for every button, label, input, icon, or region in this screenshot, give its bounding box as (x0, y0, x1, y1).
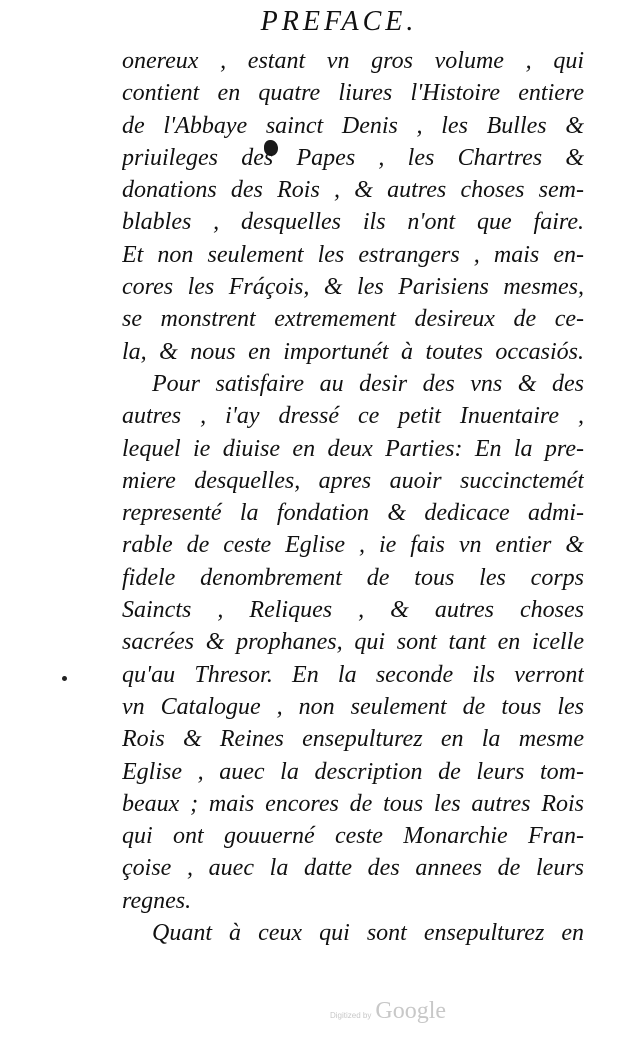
page-header: PREFACE. (260, 6, 418, 37)
text-line: Eglise , auec la description de leurs tom- (122, 758, 584, 785)
text-line: representé la fondation & dedicace admi- (122, 500, 584, 527)
text-line: se monstrent extremement desireux de ce- (122, 306, 584, 333)
google-logo: Google (375, 998, 447, 1024)
text-line: rable de ceste Eglise , ie fais vn entier & (122, 532, 584, 559)
text-line: çoise , auec la datte des annees de leurs (122, 855, 584, 882)
margin-dot (62, 676, 67, 681)
text-line: priuileges des Papes , les Chartres & (122, 144, 584, 171)
text-line: sacrées & prophanes, qui sont tant en icelle (122, 629, 584, 656)
text-line: autres , i'ay dressé ce petit Inuentaire , (122, 403, 584, 430)
text-line: qui ont gouuerné ceste Monarchie Fran- (122, 823, 584, 850)
text-line: donations des Rois , & autres choses sem- (122, 177, 584, 204)
google-watermark (330, 998, 446, 1025)
text-line: miere desquelles, apres auoir succinctemét (122, 467, 584, 494)
text-line: beaux ; mais encores de tous les autres Rois (122, 790, 584, 817)
text-line: lequel ie diuise en deux Parties: En la pre- (122, 435, 584, 462)
digitized-label: Digitized by (330, 1011, 372, 1020)
text-line: contient en quatre liures l'Histoire entiere (122, 80, 584, 107)
body-text (122, 45, 584, 949)
paragraph-start-line: Pour satisfaire au desir des vns & des (152, 370, 584, 397)
text-line: onereux , estant vn gros volume , qui (122, 48, 584, 74)
paragraph-end-line: regnes. (122, 887, 192, 914)
paragraph-start-line: Quant à ceux qui sont ensepulturez en (152, 920, 584, 947)
text-line: Et non seulement les estrangers , mais en- (122, 241, 584, 268)
text-line: la, & nous en importunét à toutes occasiós. (122, 338, 584, 365)
text-line: qu'au Thresor. En la seconde ils verront (122, 661, 584, 688)
text-line: vn Catalogue , non seulement de tous les (122, 693, 584, 720)
text-line: blables , desquelles ils n'ont que faire. (122, 209, 584, 236)
text-line: cores les Fráçois, & les Parisiens mesmes, (122, 274, 584, 301)
text-line: de l'Abbaye sainct Denis , les Bulles & (122, 112, 584, 139)
text-line: Saincts , Reliques , & autres choses (122, 597, 584, 624)
text-line: fidele denombrement de tous les corps (122, 564, 584, 591)
text-line: Rois & Reines ensepulturez en la mesme (122, 726, 584, 753)
